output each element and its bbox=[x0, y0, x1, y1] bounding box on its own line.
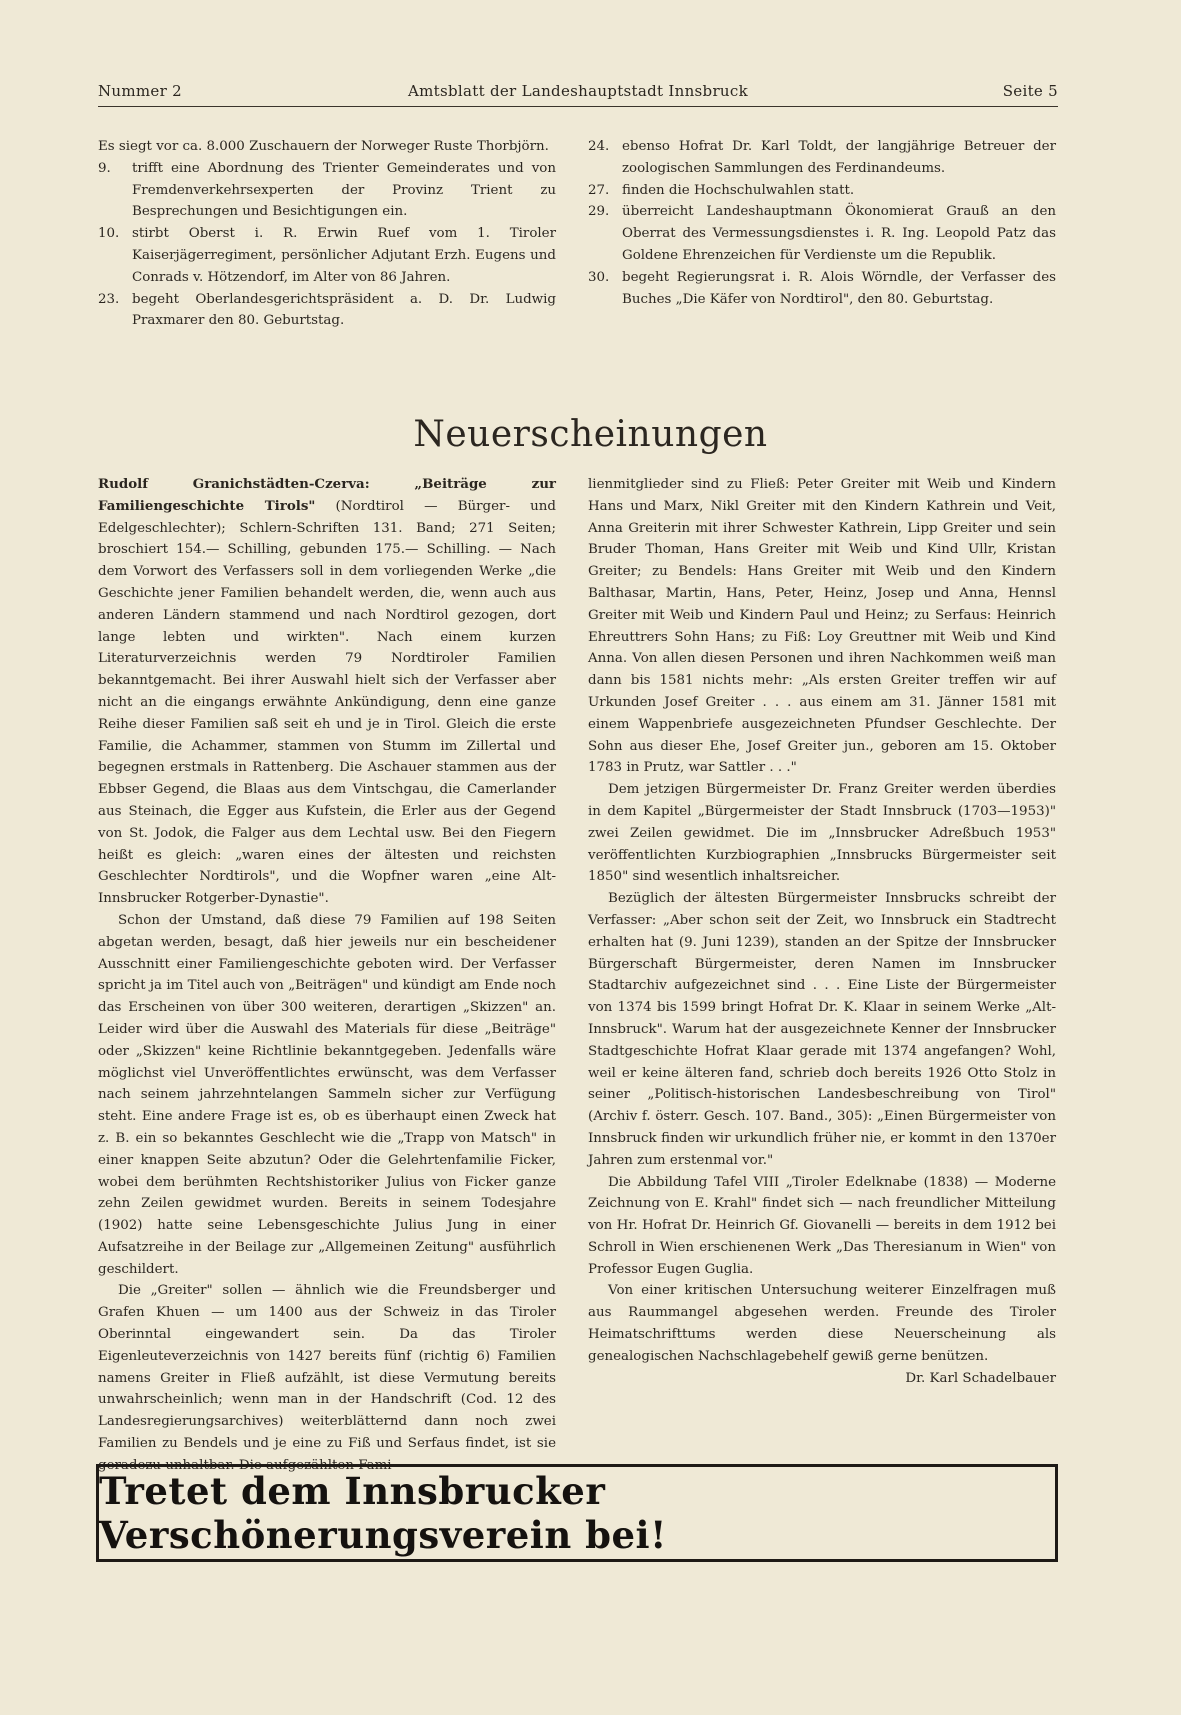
review-paragraph: Dem jetzigen Bürgermeister Dr. Franz Greiter werden überdies in dem Kapitel „Bürgermeister der Stadt Innsbruck (1703—1953)" zwei Zeilen gewidmet. Die im „Innsbrucker Adreßbuch 1953" veröffentlichten Kurzbiographien „Innsbrucks Bürgermeister seit 1850" sind wesentlich inhaltsreicher. bbox=[588, 782, 1056, 885]
chronicle-entry: Es siegt vor ca. 8.000 Zuschauern der Norweger Ruste Thorbjörn. bbox=[98, 139, 549, 154]
review-column-right bbox=[588, 474, 1056, 1389]
page-number: Seite 5 bbox=[1002, 82, 1058, 100]
chronicle-entry: 29. überreicht Landeshauptmann Ökonomierat Grauß an den Oberrat des Vermessungsdienstes i. R. Ing. Leopold Patz das Goldene Ehrenzeichen für Verdienste um die Republik. bbox=[588, 204, 1056, 263]
chronicle-entry: 30. begeht Regierungsrat i. R. Alois Wörndle, der Verfasser des Buches „Die Käfer von Nordtirol", den 80. Geburtstag. bbox=[588, 269, 1056, 307]
chronicle-entry: 24. ebenso Hofrat Dr. Karl Toldt, der langjährige Betreuer der zoologischen Sammlungen des Ferdinandeums. bbox=[588, 139, 1056, 176]
page-header bbox=[98, 80, 1058, 107]
chronicle-entry: 9. trifft eine Abordnung des Trienter Gemeinderates und von Fremdenverkehrsexperten der Provinz Trient zu Besprechungen und Besichtigungen ein. bbox=[98, 160, 556, 220]
publication-title: Amtsblatt der Landeshauptstadt Innsbruck bbox=[408, 82, 748, 100]
chronicle-entry: 27. finden die Hochschulwahlen statt. bbox=[588, 182, 855, 198]
review-paragraph: Rudolf Granichstädten-Czerva: „Beiträge zur Familiengeschichte Tirols" (Nordtirol — Bürger- und Edelgeschlechter); Schlern-Schriften 131. Band; 271 Seiten; broschiert 154.— Schilling, gebunden 175.— Schilling. — Nach dem Vorwort des Verfassers soll in dem vorliegenden Werke „die Geschichte jener Familien behandelt werden, die, wenn auch aus anderen Ländern stammend und nach Nordtirol gezogen, dort lange lebten und wirkten". Nach einem kurzen Literaturverzeichnis werden 79 Nordtiroler Familien bekanntgemacht. Bei ihrer Auswahl hielt sich der Verfasser aber nicht an die eingangs erwähnte Ankündigung, denn eine ganze Reihe dieser Familien saß seit eh und je in Tirol. Gleich die erste Familie, die Achammer, stammen von Stumm im Zillertal und begegnen erstmals in Rattenberg. Die Aschauer stammen aus der Ebbser Gegend, die Blaas aus dem Vintschgau, die Camerlander aus Steinach, die Egger aus Kufstein, die Erler aus der Gegend von St. Jodok, die Falger aus dem Lechtal usw. Bei den Fiegern heißt es gleich: „waren eines der ältesten und reichsten Geschlechter Nordtirols", und die Wopfner waren „eine Alt-Innsbrucker Rotgerber-Dynastie". bbox=[98, 476, 556, 907]
chronicle-entry: 23. begeht Oberlandesgerichtspräsident a. D. Dr. Ludwig Praxmarer den 80. Geburtstag. bbox=[98, 291, 556, 329]
review-paragraph: Die „Greiter" sollen — ähnlich wie die Freundsberger und Grafen Khuen — um 1400 aus der Schweiz in das Tiroler Oberinntal eingewandert sein. Da das Tiroler Eigenleuteverzeichnis von 1427 bereits fünf (richtig 6) Familien namens Greiter in Fließ aufzählt, ist diese Vermutung bereits unwahrscheinlich; wenn man in der Handschrift (Cod. 12 des Landesregierungsarchives) weiterblätternd dann noch zwei Familien zu Bendels und je eine zu Fiß und Serfaus findet, ist sie geradezu unhaltbar. Die aufgezählten Fami- bbox=[98, 1283, 556, 1473]
chronicle-entry: 10. stirbt Oberst i. R. Erwin Ruef vom 1. Tiroler Kaiserjägerregiment, persönlicher Adjutant Erzh. Eugens und Conrads v. Hötzendorf, im Alter von 86 Jahren. bbox=[98, 226, 556, 285]
review-paragraph: Bezüglich der ältesten Bürgermeister Innsbrucks schreibt der Verfasser: „Aber schon seit der Zeit, wo Innsbruck ein Stadtrecht erhalten hat (9. Juni 1239), standen an der Spitze der Innsbrucker Bürgerschaft Bürgermeister, deren Namen im Innsbrucker Stadtarchiv aufgezeichnet sind . . . Eine Liste der Bürgermeister von 1374 bis 1599 bringt Hofrat Dr. K. Klaar in seinem Werke „Alt-Innsbruck". Warum hat der ausgezeichnete Kenner der Innsbrucker Stadtgeschichte Hofrat Klaar gerade mit 1374 angefangen? Wohl, weil er keine älteren fand, schrieb doch bereits 1926 Otto Stolz in seiner „Politisch-historischen Landesbeschreibung von Tirol" (Archiv f. österr. Gesch. 107. Band., 305): „Einen Bürgermeister von Innsbruck finden wir urkundlich früher nie, er kommt in den 1370er Jahren zum erstenmal vor." bbox=[588, 891, 1056, 1168]
chronicle-column-left bbox=[98, 136, 556, 332]
review-paragraph: lienmitglieder sind zu Fließ: Peter Greiter mit Weib und Kindern Hans und Marx, Nikl Greiter mit den Kindern Kathrein und Veit, Anna Greiterin mit ihrer Schwester Kathrein, Lipp Greiter und sein Bruder Thoman, Hans Greiter mit Weib und Kind Ullr, Kristan Greiter; zu Bendels: Hans Greiter mit Weib und den Kindern Balthasar, Martin, Hans, Peter, Heinz, Josep und Anna, Hennsl Greiter mit Weib und Kindern Paul und Heinz; zu Serfaus: Heinrich Ehreuttrers Sohn Hans; zu Fiß: Loy Greuttner mit Weib und Kind Anna. Von allen diesen Personen und ihren Nachkommen weiß man dann bis 1581 nichts mehr: „Als ersten Greiter treffen wir auf Urkunden Josef Greiter . . . aus einem am 31. Jänner 1581 mit einem Wappenbriefe ausgezeichneten Pfundser Geschlechte. Der Sohn aus dieser Ehe, Josef Greiter jun., geboren am 15. Oktober 1783 in Prutz, war Sattler . . ." bbox=[588, 477, 1056, 776]
banner-text: Tretet dem Innsbrucker Verschönerungsverein bei! bbox=[99, 1469, 667, 1557]
review-column-left bbox=[98, 474, 556, 1477]
advertisement-banner bbox=[96, 1464, 1058, 1562]
section-heading: Neuerscheinungen bbox=[413, 414, 768, 455]
review-paragraph: Von einer kritischen Untersuchung weiterer Einzelfragen muß aus Raummangel abgesehen werden. Freunde des Tiroler Heimatschrifttums werden diese Neuerscheinung als genealogischen Nachschlagebehelf gewiß gerne benützen. bbox=[588, 1283, 1056, 1364]
author-signature: Dr. Karl Schadelbauer bbox=[905, 1370, 1056, 1386]
review-paragraph: Schon der Umstand, daß diese 79 Familien auf 198 Seiten abgetan werden, besagt, daß hier jeweils nur ein bescheidener Ausschnitt einer Familiengeschichte geboten wird. Der Verfasser spricht ja im Titel auch von „Beiträgen" und kündigt am Ende noch das Erscheinen von über 300 weiteren, derartigen „Skizzen" an. Leider wird über die Auswahl des Materials für diese „Beiträge" oder „Skizzen" keine Richtlinie bekanntgegeben. Jedenfalls wäre möglichst viel Unveröffentlichtes erwünscht, was dem Verfasser nach seinem jahrzehntelangen Sammeln sicher zur Verfügung steht. Eine andere Frage ist es, ob es überhaupt einen Zweck hat z. B. ein so bekanntes Geschlecht wie die „Trapp von Matsch" in einer knappen Seite abzutun? Oder die Gelehrtenfamilie Ficker, wobei dem berühmten Rechtshistoriker Julius von Ficker ganze zehn Zeilen gewidmet wurden. Bereits in seinem Todesjahre (1902) hatte seine Lebensgeschichte Julius Jung in einer Aufsatzreihe in der Beilage zur „Allgemeinen Zeitung" ausführlich geschildert. bbox=[98, 912, 556, 1277]
chronicle-column-right bbox=[588, 136, 1056, 310]
book-citation: Rudolf Granichstädten-Czerva: „Beiträge zur Familiengeschichte Tirols" bbox=[98, 476, 556, 514]
review-paragraph: Die Abbildung Tafel VIII „Tiroler Edelknabe (1838) — Moderne Zeichnung von E. Krahl" findet sich — nach freundlicher Mitteilung von Hr. Hofrat Dr. Heinrich Gf. Giovanelli — bereits in dem 1912 bei Schroll in Wien erschienenen Werk „Das Theresianum in Wien" von Professor Eugen Guglia. bbox=[588, 1174, 1056, 1277]
issue-number: Nummer 2 bbox=[98, 82, 182, 100]
